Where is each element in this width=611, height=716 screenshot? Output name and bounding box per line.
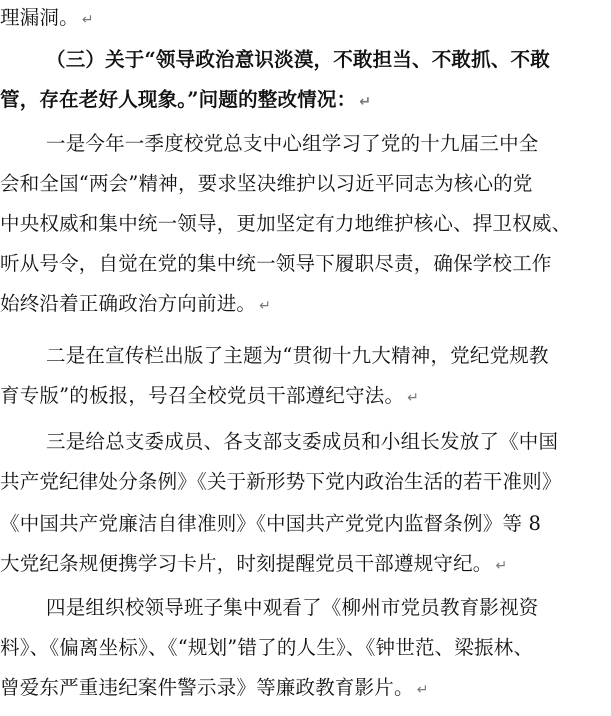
- line-text: 会和全国“两会”精神，要求坚决维护以习近平同志为核心的党: [0, 172, 533, 195]
- text-line: [0, 462, 611, 502]
- line-text: 三是给总支委成员、各支部支委成员和小组长发放了《中国: [46, 430, 559, 453]
- text-line: [0, 588, 611, 628]
- text-line: [0, 628, 611, 668]
- text-line: [0, 422, 611, 462]
- line-text: 育专版”的板报，号召全校党员干部遵纪守法。: [0, 384, 405, 407]
- paragraph-mark-icon: ↵: [81, 12, 94, 28]
- text-line: [0, 544, 611, 584]
- paragraph-mark-icon: ↵: [359, 94, 372, 110]
- paragraph-mark-icon: ↵: [407, 390, 420, 406]
- line-text: 听从号令，自觉在党的集中统一领导下履职尽责，确保学校工作: [0, 252, 552, 275]
- line-text: 一是今年一季度校党总支中心组学习了党的十九届三中全: [46, 132, 539, 155]
- line-text: 四是组织校领导班子集中观看了《柳州市党员教育影视资: [46, 596, 539, 619]
- paragraph-mark-icon: ↵: [416, 682, 429, 698]
- text-line: [0, 284, 611, 324]
- line-text: 二是在宣传栏出版了主题为“贯彻十九大精神，党纪党规教: [46, 344, 549, 367]
- line-text: 料》、《偏离坐标》、《“规划”错了的人生》、《钟世范、梁振林、: [0, 636, 534, 659]
- line-text: （三）关于“领导政治意识淡漠，不敢担当、不敢抓、不敢: [46, 48, 550, 71]
- text-line: [0, 244, 611, 284]
- line-text: 大党纪条规便携学习卡片，时刻提醒党员干部遵规守纪。: [0, 552, 493, 575]
- text-line: [0, 376, 611, 416]
- paragraph-mark-icon: ↵: [259, 298, 272, 314]
- paragraph-mark-icon: ↵: [495, 558, 508, 574]
- line-text: 《中国共产党廉洁自律准则》《中国共产党党内监督条例》等 8: [0, 512, 542, 535]
- text-line: [0, 504, 611, 544]
- line-text: 曾爱东严重违纪案件警示录》等廉政教育影片。: [0, 676, 414, 699]
- line-text: 共产党纪律处分条例》《关于新形势下党内政治生活的若干准则》: [0, 470, 562, 493]
- text-line: [0, 40, 611, 80]
- text-line: [0, 0, 611, 38]
- line-text: 始终沿着正确政治方向前进。: [0, 292, 257, 315]
- text-line: [0, 336, 611, 376]
- text-line: [0, 668, 611, 708]
- line-text: 中央权威和集中统一领导，更加坚定有力地维护核心、捍卫权威、: [0, 212, 572, 235]
- line-text: 理漏洞。: [0, 6, 79, 29]
- text-line: [0, 164, 611, 204]
- text-line: [0, 204, 611, 244]
- text-line: [0, 80, 611, 120]
- text-line: [0, 124, 611, 164]
- line-text: 管，存在老好人现象。”问题的整改情况：: [0, 88, 357, 111]
